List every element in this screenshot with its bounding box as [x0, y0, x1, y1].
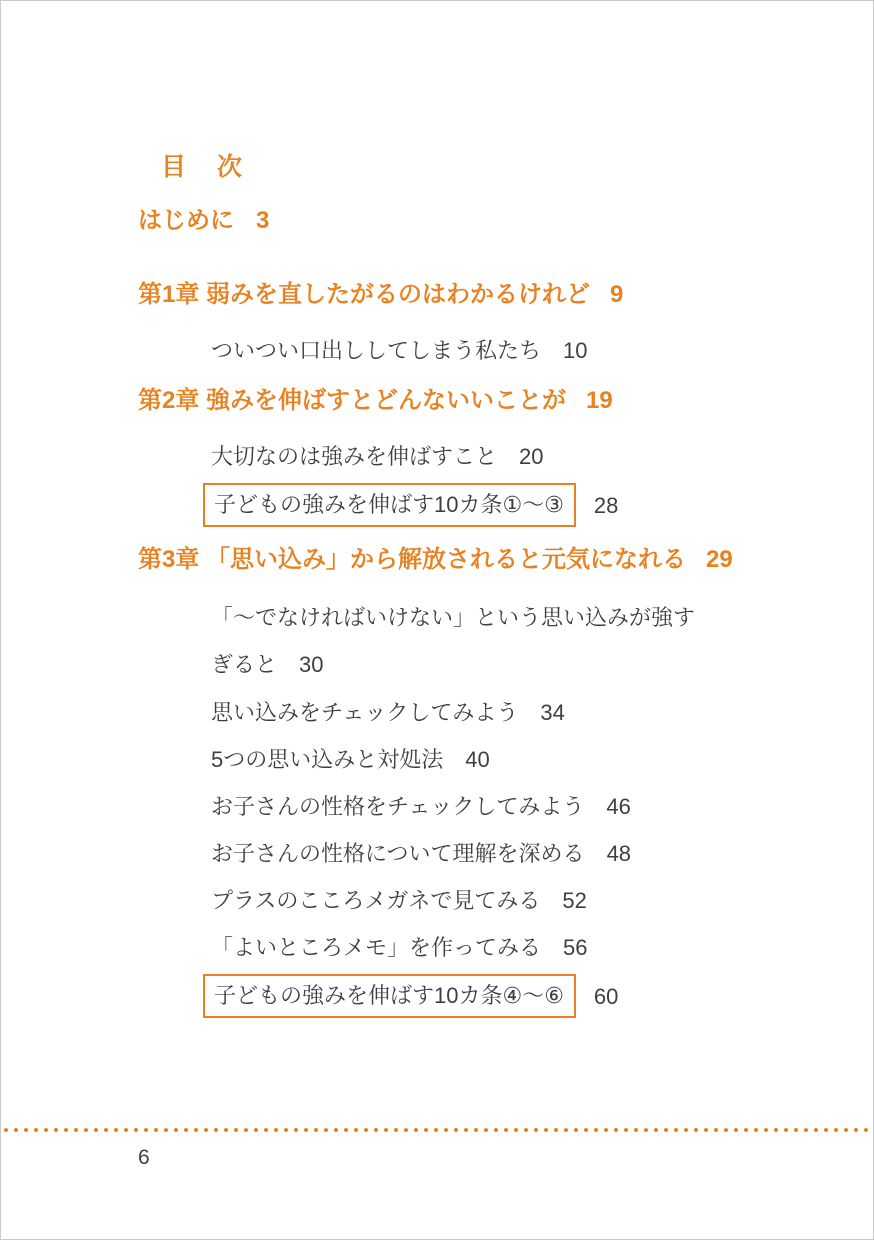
toc-entry-title: 第1章 弱みを直したがるのはわかるけれど: [138, 281, 591, 308]
page-title: 目 次: [161, 153, 246, 181]
toc-entry-title: 子どもの強みを伸ばす10カ条①〜③: [214, 492, 564, 517]
toc-entry-page: 40: [465, 747, 490, 772]
toc-entry-title: 思い込みをチェックしてみよう: [211, 700, 519, 725]
toc-entry-title: 5つの思い込みと対処法: [211, 747, 444, 772]
toc-entry-boxed-item: [203, 974, 618, 1018]
toc-entry-chapter-2: [138, 387, 613, 415]
toc-entry-page: 10: [563, 338, 588, 363]
highlight-box: [203, 974, 576, 1018]
toc-entry-item: [211, 444, 544, 469]
toc-entry-title: プラスのこころメガネで見てみる: [211, 888, 541, 913]
folio-page-number: 6: [138, 1146, 150, 1169]
toc-entry-page: 30: [299, 652, 324, 677]
toc-entry-item: [211, 652, 324, 677]
toc-entry-page: 46: [606, 794, 631, 819]
toc-entry-item: [211, 888, 587, 913]
highlight-box: [203, 483, 576, 527]
toc-entry-page: 28: [593, 492, 619, 518]
toc-entry-page: 34: [540, 700, 565, 725]
toc-entry-item: [211, 747, 490, 772]
toc-entry-page: 3: [256, 207, 270, 234]
toc-entry-page: 60: [593, 983, 619, 1009]
toc-entry-front-matter: [138, 207, 269, 235]
toc-entry-item: [211, 605, 695, 630]
toc-entry-page: 52: [562, 888, 587, 913]
toc-entry-boxed-item: [203, 483, 618, 527]
toc-entry-item: [211, 935, 588, 960]
toc-entry-page: 29: [706, 546, 733, 573]
toc-entry-page: 9: [610, 281, 624, 308]
toc-entry-page: 20: [519, 444, 544, 469]
toc-entry-chapter-1: [138, 281, 623, 309]
toc-entry-title: お子さんの性格について理解を深める: [211, 841, 585, 866]
toc-entry-chapter-3: [138, 546, 733, 574]
toc-entry-title: 「〜でなければいけない」という思い込みが強す: [211, 605, 696, 630]
toc-entry-page: 48: [606, 841, 632, 866]
toc-entry-page: 56: [563, 935, 588, 960]
toc-entry-title: 子どもの強みを伸ばす10カ条④〜⑥: [214, 983, 564, 1008]
toc-entry-title: お子さんの性格をチェックしてみよう: [211, 794, 585, 819]
toc-entry-item: [211, 700, 565, 725]
toc-entry-title: 「よいところメモ」を作ってみる: [211, 935, 542, 960]
toc-entry-title: ついつい口出ししてしまう私たち: [211, 338, 542, 363]
dotted-divider: [1, 1127, 873, 1133]
toc-entry-item: [211, 338, 588, 363]
toc-entry-title: 大切なのは強みを伸ばすこと: [211, 444, 498, 469]
toc-entry-title: はじめに: [138, 207, 234, 234]
toc-entry-title: 第2章 強みを伸ばすとどんないいことが: [138, 387, 567, 414]
toc-entry-title: 第3章 「思い込み」から解放されると元気になれる: [138, 546, 687, 573]
toc-entry-item: [211, 841, 631, 866]
toc-entry-item: [211, 794, 631, 819]
toc-entry-title: ぎると: [211, 652, 278, 677]
toc-entry-page: 19: [586, 387, 613, 414]
